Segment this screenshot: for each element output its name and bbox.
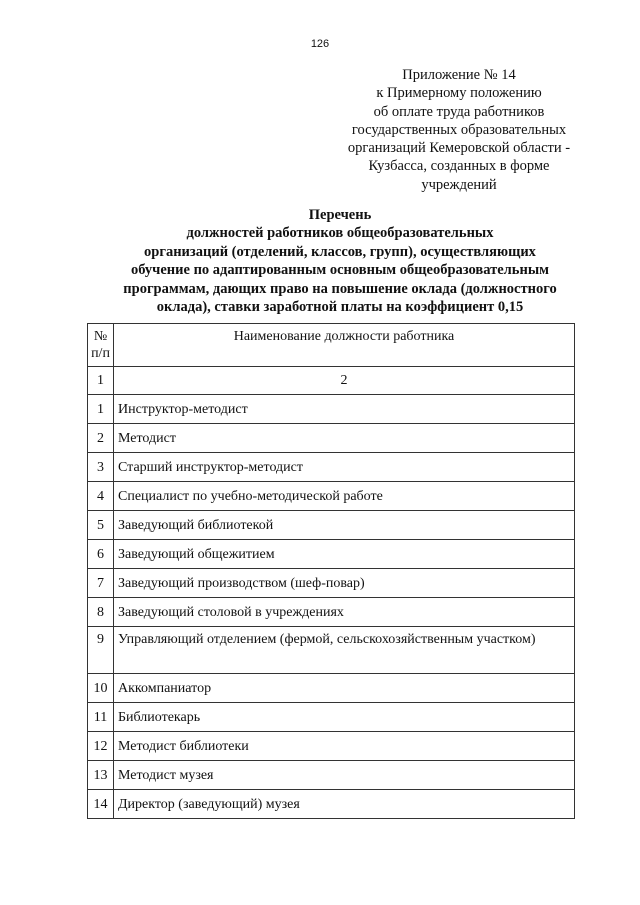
row-position-name: Методист библиотеки: [114, 732, 575, 761]
appendix-line: организаций Кемеровской области -: [347, 140, 571, 157]
table-row: [88, 453, 575, 482]
appendix-note: [340, 66, 578, 194]
table-row: [88, 598, 575, 627]
table-row: [88, 761, 575, 790]
row-position-name: Управляющий отделением (фермой, сельскохозяйственным участком): [114, 627, 575, 674]
row-num: 14: [88, 790, 114, 819]
table-row: [88, 424, 575, 453]
row-num: 1: [88, 395, 114, 424]
row-num: 6: [88, 540, 114, 569]
row-position-name: Инструктор-методист: [114, 395, 575, 424]
title-line: программам, дающих право на повышение оклада (должностного: [123, 280, 557, 297]
appendix-line: к Примерному положению: [376, 85, 542, 102]
row-num: 7: [88, 569, 114, 598]
index-num-cell: 1: [88, 367, 114, 395]
table-row: [88, 703, 575, 732]
table-row: [88, 674, 575, 703]
table-row: [88, 511, 575, 540]
row-num: 11: [88, 703, 114, 732]
row-num: 12: [88, 732, 114, 761]
row-position-name: Заведующий общежитием: [114, 540, 575, 569]
row-num: 2: [88, 424, 114, 453]
row-num: 13: [88, 761, 114, 790]
row-num: 4: [88, 482, 114, 511]
row-position-name: Специалист по учебно-методической работе: [114, 482, 575, 511]
header-num-label: №: [93, 329, 108, 344]
row-position-name: Аккомпаниатор: [114, 674, 575, 703]
table-header-row: [88, 324, 575, 367]
row-position-name: Директор (заведующий) музея: [114, 790, 575, 819]
appendix-line: учреждений: [421, 176, 497, 193]
appendix-line: Приложение № 14: [402, 67, 516, 83]
row-num: 3: [88, 453, 114, 482]
table-row: [88, 540, 575, 569]
appendix-line: Кузбасса, созданных в форме: [368, 158, 550, 175]
positions-table: [87, 323, 575, 819]
title-line: оклада), ставки заработной платы на коэффициент 0,15: [156, 299, 524, 316]
header-name-cell: Наименование должности работника: [114, 324, 575, 367]
appendix-line: государственных образовательных: [351, 121, 567, 138]
row-num: 10: [88, 674, 114, 703]
header-num-cell: [88, 324, 114, 367]
table-row: [88, 732, 575, 761]
table-row: [88, 790, 575, 819]
table-row: [88, 395, 575, 424]
title-line: организаций (отделений, классов, групп), осуществляющих: [144, 243, 536, 260]
table-index-row: [88, 367, 575, 395]
row-position-name: Старший инструктор-методист: [114, 453, 575, 482]
row-position-name: Заведующий столовой в учреждениях: [114, 598, 575, 627]
page-number: 126: [310, 38, 330, 50]
document-title: [100, 206, 580, 316]
appendix-line: об оплате труда работников: [373, 103, 545, 120]
header-num-sublabel: п/п: [91, 346, 110, 361]
row-num: 9: [88, 627, 114, 674]
table-row: [88, 569, 575, 598]
title-heading: Перечень: [308, 207, 372, 223]
table-row: [88, 482, 575, 511]
table-row: [88, 627, 575, 674]
row-position-name: Заведующий библиотекой: [114, 511, 575, 540]
row-num: 5: [88, 511, 114, 540]
title-line: должностей работников общеобразовательных: [186, 225, 494, 242]
row-position-name: Методист: [114, 424, 575, 453]
title-line: обучение по адаптированным основным общеобразовательным: [130, 262, 550, 279]
row-position-name: Библиотекарь: [114, 703, 575, 732]
row-num: 8: [88, 598, 114, 627]
row-position-name: Заведующий производством (шеф-повар): [114, 569, 575, 598]
row-position-name: Методист музея: [114, 761, 575, 790]
index-name-cell: 2: [114, 367, 575, 395]
